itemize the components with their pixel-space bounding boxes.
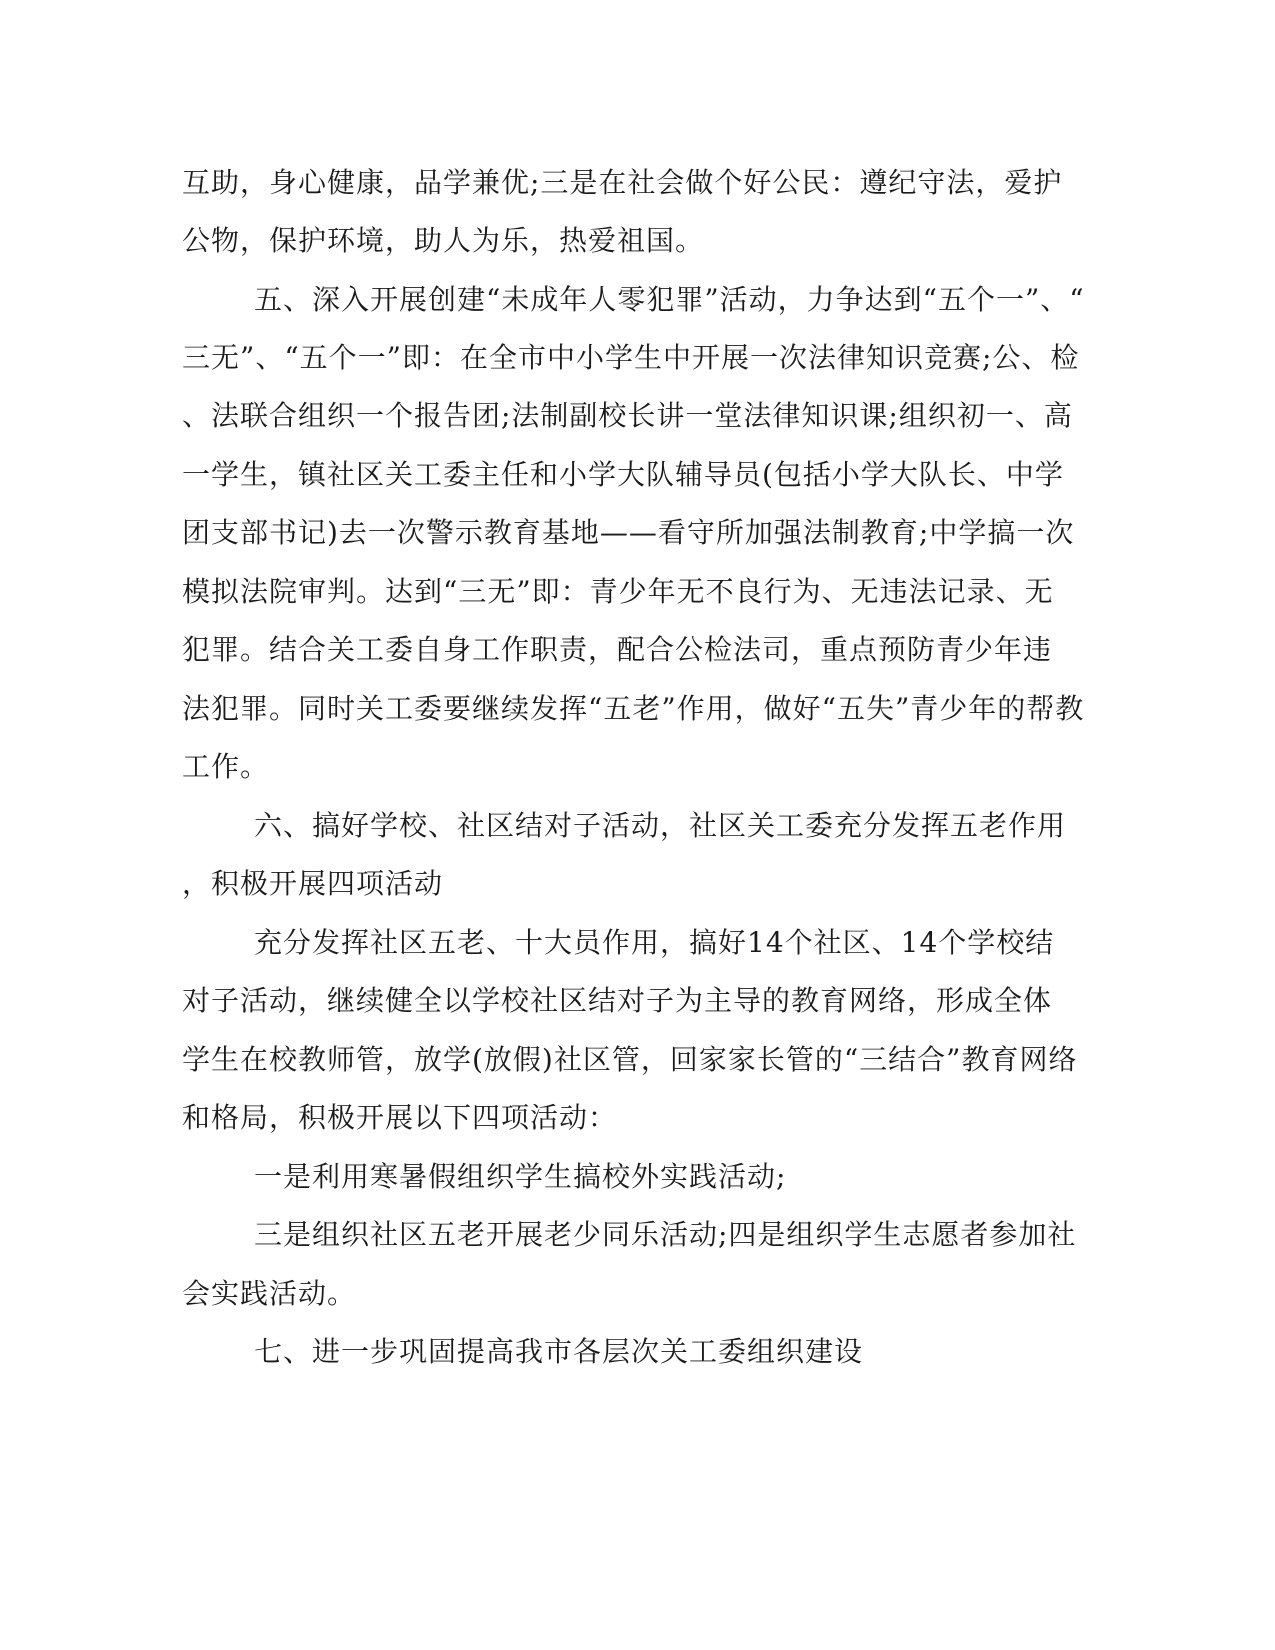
section-heading-6: 六、搞好学校、社区结对子活动，社区关工委充分发挥五老作用 bbox=[254, 809, 1067, 842]
text-line: 三无”、“五个一”即：在全市中小学生中开展一次法律知识竞赛;公、检 bbox=[182, 341, 1080, 374]
text-line: 一学生，镇社区关工委主任和小学大队辅导员(包括小学大队长、中学 bbox=[182, 458, 1064, 491]
text-line: 工作。 bbox=[182, 750, 270, 783]
text-line: 公物，保护环境，助人为乐，热爱祖国。 bbox=[182, 224, 705, 257]
section-heading-5: 五、深入开展创建“未成年人零犯罪”活动，力争达到“五个一”、“ bbox=[254, 283, 1085, 316]
text-line: 犯罪。结合关工委自身工作职责，配合公检法司，重点预防青少年违 bbox=[182, 633, 1053, 666]
text-line: 对子活动，继续健全以学校社区结对子为主导的教育网络，形成全体 bbox=[182, 984, 1053, 1017]
text-line: 互助，身心健康，品学兼优;三是在社会做个好公民：遵纪守法，爱护 bbox=[182, 166, 1063, 199]
text-line: 和格局，积极开展以下四项活动： bbox=[182, 1101, 618, 1134]
text-line: 会实践活动。 bbox=[182, 1277, 357, 1310]
text-line: 、法联合组织一个报告团;法制副校长讲一堂法律知识课;组织初一、高 bbox=[182, 399, 1073, 432]
paragraph-start: 充分发挥社区五老、十大员作用，搞好14个社区、14个学校结 bbox=[254, 926, 1055, 959]
paragraph-start: 一是利用寒暑假组织学生搞校外实践活动; bbox=[254, 1160, 787, 1193]
section-heading-7: 七、进一步巩固提高我市各层次关工委组织建设 bbox=[254, 1335, 864, 1368]
text-line: ，积极开展四项活动 bbox=[182, 867, 444, 900]
text-line: 法犯罪。同时关工委要继续发挥“五老”作用，做好“五失”青少年的帮教 bbox=[182, 692, 1085, 725]
text-line: 学生在校教师管，放学(放假)社区管，回家家长管的“三结合”教育网络 bbox=[182, 1043, 1078, 1076]
text-line: 团支部书记)去一次警示教育基地——看守所加强法制教育;中学搞一次 bbox=[182, 516, 1075, 549]
paragraph-start: 三是组织社区五老开展老少同乐活动;四是组织学生志愿者参加社 bbox=[254, 1218, 1077, 1251]
text-line: 模拟法院审判。达到“三无”即：青少年无不良行为、无违法记录、无 bbox=[182, 575, 1054, 608]
